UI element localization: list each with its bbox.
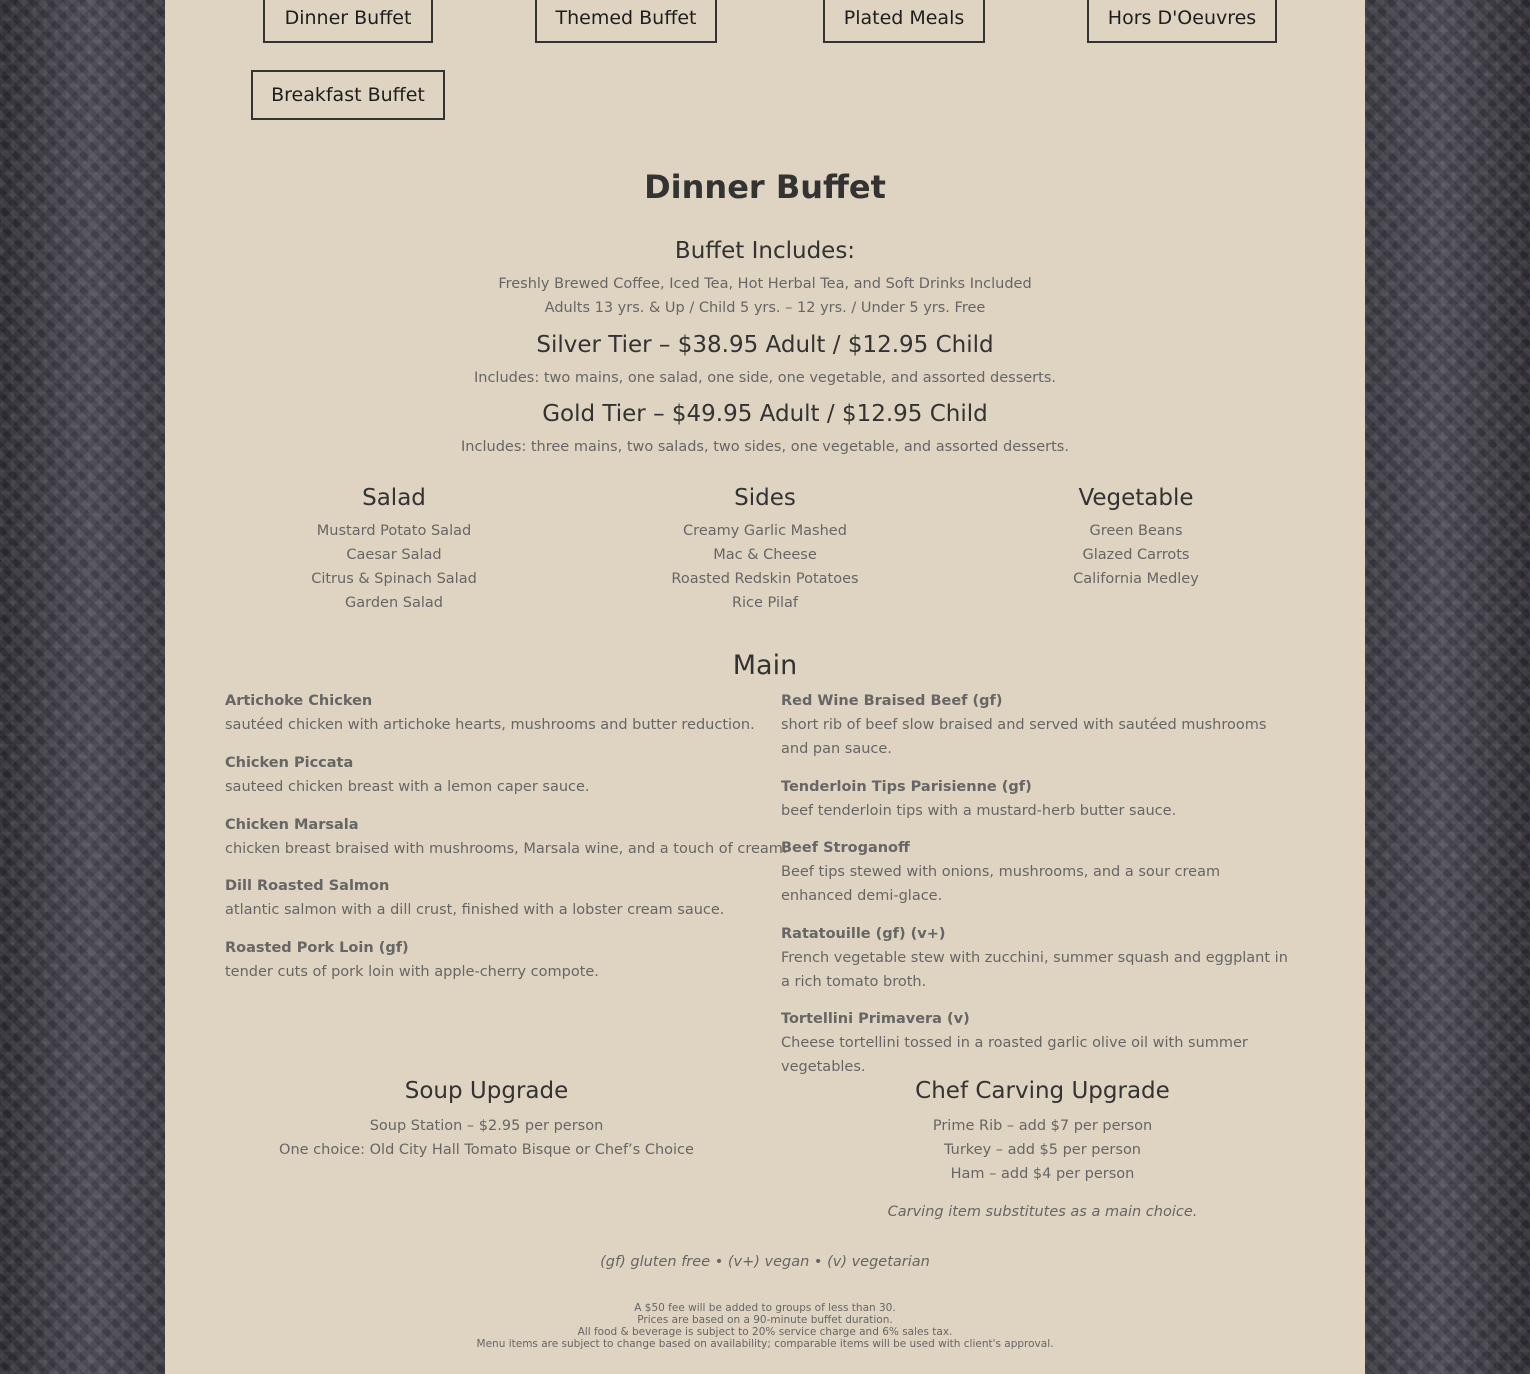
page-title: Dinner Buffet — [644, 168, 886, 206]
list-item: Mac & Cheese — [713, 547, 817, 563]
main-dish-chicken-piccata — [225, 751, 755, 799]
dish-description: short rib of beef slow braised and served with sautéed mushrooms and pan sauce. — [781, 717, 1267, 757]
list-item: Roasted Redskin Potatoes — [671, 571, 859, 587]
list-item: Caesar Salad — [346, 547, 442, 563]
main-dish-chicken-marsala — [225, 813, 788, 861]
list-item: Citrus & Spinach Salad — [311, 571, 477, 587]
tab-dinner-buffet[interactable]: Dinner Buffet — [263, 0, 433, 43]
gold-tier-text: Includes: three mains, two salads, two sides, one vegetable, and assorted desserts. — [461, 439, 1069, 455]
salad-column — [223, 485, 565, 615]
dish-name: Chicken Marsala — [225, 817, 359, 833]
tab-plated-meals[interactable]: Plated Meals — [823, 0, 985, 43]
tab-hors-doeuvres[interactable]: Hors D'Oeuvres — [1087, 0, 1277, 43]
fine-print-service-charge: All food & beverage is subject to 20% service charge and 6% sales tax. — [577, 1326, 953, 1338]
includes-line-drinks: Freshly Brewed Coffee, Iced Tea, Hot Herbal Tea, and Soft Drinks Included — [498, 276, 1032, 292]
dish-description: sauteed chicken breast with a lemon caper sauce. — [225, 779, 590, 795]
vegetable-heading: Vegetable — [1078, 485, 1194, 511]
main-dish-dill-roasted-salmon — [225, 874, 755, 922]
fine-print-duration: Prices are based on a 90-minute buffet duration. — [637, 1314, 893, 1326]
list-item: Creamy Garlic Mashed — [683, 523, 847, 539]
fine-print-group-fee: A $50 fee will be added to groups of less than 30. — [634, 1302, 896, 1314]
dish-description: sautéed chicken with artichoke hearts, mushrooms and butter reduction. — [225, 717, 755, 733]
main-heading: Main — [732, 650, 798, 681]
dish-name: Roasted Pork Loin (gf) — [225, 940, 409, 956]
main-dish-red-wine-braised-beef — [781, 689, 1291, 761]
main-dish-beef-stroganoff — [781, 836, 1291, 908]
carving-upgrade-heading: Chef Carving Upgrade — [915, 1078, 1170, 1104]
soup-line-choice: One choice: Old City Hall Tomato Bisque or Chef’s Choice — [279, 1142, 694, 1158]
dish-description: atlantic salmon with a dill crust, finished with a lobster cream sauce. — [225, 902, 725, 918]
gold-tier-heading: Gold Tier – $49.95 Adult / $12.95 Child — [542, 401, 988, 427]
dish-name: Dill Roasted Salmon — [225, 878, 390, 894]
dish-description: French vegetable stew with zucchini, summer squash and eggplant in a rich tomato broth. — [781, 950, 1288, 990]
dish-description: Cheese tortellini tossed in a roasted garlic olive oil with summer vegetables. — [781, 1035, 1248, 1075]
main-dish-artichoke-chicken — [225, 689, 755, 737]
soup-upgrade-heading: Soup Upgrade — [404, 1078, 569, 1104]
dish-name: Red Wine Braised Beef (gf) — [781, 693, 1003, 709]
list-item: Rice Pilaf — [731, 595, 799, 611]
dish-name: Tenderloin Tips Parisienne (gf) — [781, 779, 1032, 795]
list-item: Garden Salad — [345, 595, 443, 611]
silver-tier-heading: Silver Tier – $38.95 Adult / $12.95 Child — [536, 332, 994, 358]
salad-heading: Salad — [362, 485, 426, 511]
dish-description: tender cuts of pork loin with apple-cherry compote. — [225, 964, 599, 980]
carving-line-prime-rib: Prime Rib – add $7 per person — [932, 1118, 1153, 1134]
carving-line-ham: Ham – add $4 per person — [950, 1166, 1135, 1182]
main-dish-ratatouille — [781, 922, 1291, 994]
silver-tier-text: Includes: two mains, one salad, one side, one vegetable, and assorted desserts. — [473, 370, 1056, 386]
includes-line-ages: Adults 13 yrs. & Up / Child 5 yrs. – 12 yrs. / Under 5 yrs. Free — [544, 300, 986, 316]
includes-heading: Buffet Includes: — [674, 238, 856, 264]
carving-note: Carving item substitutes as a main choice. — [887, 1204, 1198, 1220]
sides-column — [594, 485, 936, 615]
dish-name: Tortellini Primavera (v) — [781, 1011, 970, 1027]
tab-themed-buffet[interactable]: Themed Buffet — [535, 0, 717, 43]
list-item: Green Beans — [1089, 523, 1183, 539]
main-dish-tortellini-primavera — [781, 1007, 1301, 1079]
dish-name: Chicken Piccata — [225, 755, 354, 771]
dish-description: beef tenderloin tips with a mustard-herb butter sauce. — [781, 803, 1177, 819]
tab-breakfast-buffet[interactable]: Breakfast Buffet — [251, 70, 445, 120]
dish-description: chicken breast braised with mushrooms, Marsala wine, and a touch of cream. — [225, 841, 788, 857]
list-item: Glazed Carrots — [1082, 547, 1190, 563]
dish-name: Artichoke Chicken — [225, 693, 373, 709]
dish-name: Ratatouille (gf) (v+) — [781, 926, 946, 942]
menu-page — [165, 0, 1365, 1374]
soup-line-price: Soup Station – $2.95 per person — [369, 1118, 604, 1134]
carving-upgrade-section — [781, 1078, 1304, 1224]
dietary-legend: (gf) gluten free • (v+) vegan • (v) vegetarian — [600, 1254, 930, 1270]
sides-heading: Sides — [734, 485, 796, 511]
dish-name: Beef Stroganoff — [781, 840, 910, 856]
vegetable-column — [965, 485, 1307, 591]
main-dish-tenderloin-tips — [781, 775, 1291, 823]
list-item: Mustard Potato Salad — [316, 523, 472, 539]
list-item: California Medley — [1073, 571, 1199, 587]
dish-description: Beef tips stewed with onions, mushrooms, and a sour cream enhanced demi-glace. — [781, 864, 1221, 904]
fine-print-menu-changes: Menu items are subject to change based on availability; comparable items will be used with client's approval. — [476, 1338, 1054, 1350]
main-dish-roasted-pork-loin — [225, 936, 755, 984]
carving-line-turkey: Turkey – add $5 per person — [943, 1142, 1142, 1158]
soup-upgrade-section — [225, 1078, 748, 1162]
